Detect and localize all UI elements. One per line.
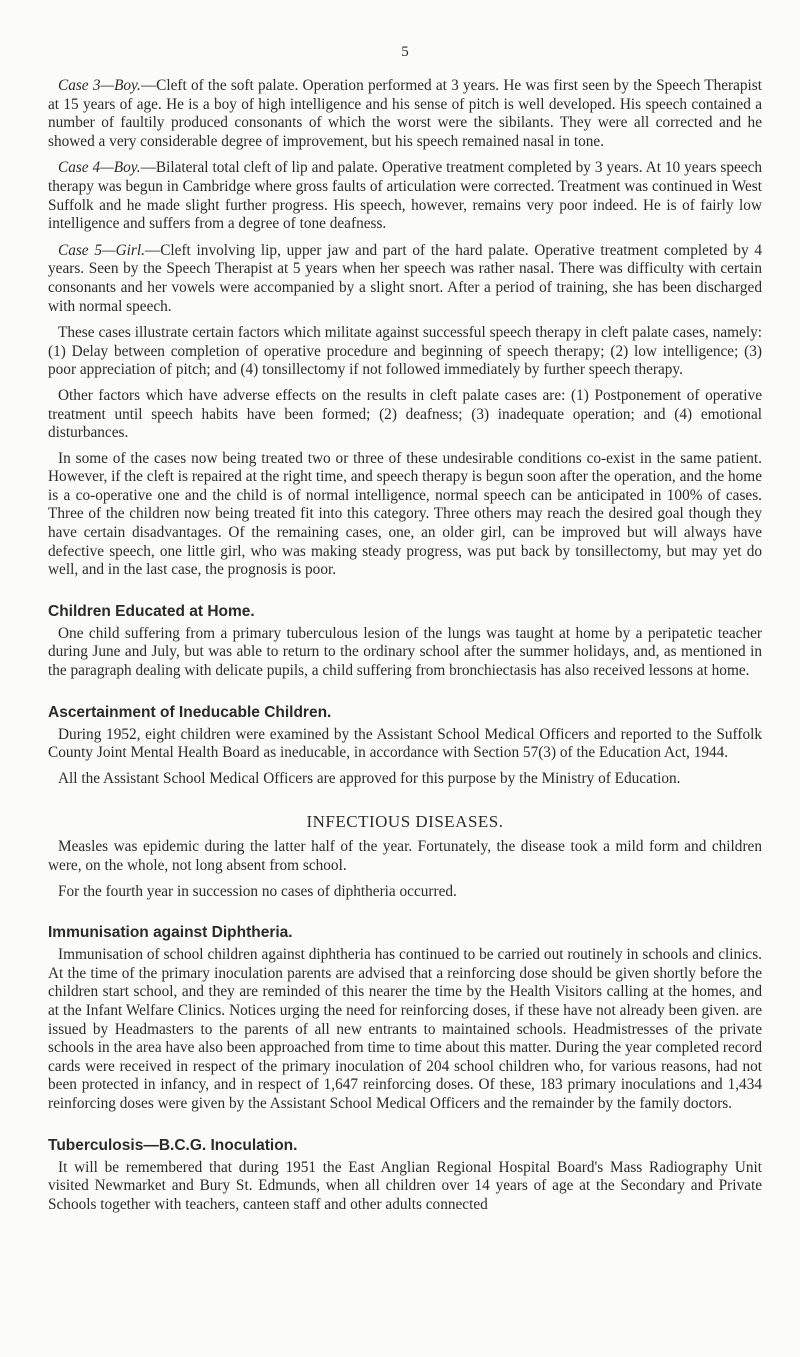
tuberculosis-paragraph: It will be remembered that during 1951 the East Anglian Regional Hospital Board's Mass Radiography Unit visited Newmarket and Bury St. Edmunds, when all children over 14 years of age at the Secondary and Private Schools together with teachers, canteen staff and other adults connected	[48, 1158, 762, 1213]
coexist-paragraph: In some of the cases now being treated two or three of these undesirable conditions co-exist in the same patient. However, if the cleft is repaired at the right time, and speech therapy is begun soon after the operation, and the home is a co-operative one and the child is of normal intelligence, normal speech can be anticipated in 100% of cases. Three of the children now being treated fit into this category. Three others may reach the desired goal though they have certain disadvantages. Of the remaining cases, one, an older girl, can be improved but will always have defective speech, one little girl, who was making steady progress, was put back by tonsillectomy, but may yet do well, and in the last case, the prognosis is poor.	[48, 449, 762, 579]
case-5-label: Case 5—Girl.	[58, 241, 145, 259]
tuberculosis-heading: Tuberculosis—B.C.G. Inoculation.	[48, 1136, 298, 1154]
ineducable-paragraph-2: All the Assistant School Medical Officers are approved for this purpose by the Ministry of Education.	[58, 769, 681, 787]
infectious-paragraph-2: For the fourth year in succession no cases of diphtheria occurred.	[58, 882, 457, 900]
case-3-text: —Cleft of the soft palate. Operation performed at 3 years. He was first seen by the Speech Therapist at 15 years of age. He is a boy of high intelligence and his sense of pitch is well developed. His speech contained a number of faultily produced consonants of which the worst were the sibilants. They were all corrected and he showed a very considerable degree of improvement, but his speech remained nasal in tone.	[48, 77, 762, 150]
case-4-label: Case 4—Boy.	[58, 159, 141, 177]
case-4-paragraph	[48, 159, 762, 233]
factors-paragraph: These cases illustrate certain factors which militate against successful speech therapy in cleft palate cases, namely: (1) Delay between completion of operative procedure and beginning of speech therapy; (2) low intelligence; (3) poor appreciation of pitch; and (4) tonsillectomy if not followed immediately by further speech therapy.	[48, 324, 762, 379]
ineducable-paragraph-1: During 1952, eight children were examined by the Assistant School Medical Officers and reported to the Suffolk County Joint Mental Health Board as ineducable, in accordance with Section 57(3) of the Education Act, 1944.	[48, 725, 762, 762]
case-4-text: —Bilateral total cleft of lip and palate. Operative treatment completed by 3 years. At 10 years speech therapy was begun in Cambridge where gross faults of articulation were corrected. Treatment was continued in West Suffolk and he made slight further progress. His speech, however, remains very poor indeed. He is of fairly low intelligence and suffers from a degree of tone deafness.	[48, 159, 763, 233]
document-page	[48, 44, 762, 1221]
home-education-heading: Children Educated at Home.	[48, 602, 255, 620]
immunisation-heading: Immunisation against Diphtheria.	[48, 924, 293, 942]
case-5-paragraph	[48, 242, 762, 316]
case-5-text: —Cleft involving lip, upper jaw and part of the hard palate. Operative treatment completed by 4 years. Seen by the Speech Therapist at 5 years when her speech was rather nasal. There was difficulty with certain consonants and her vowels were accompanied by a slight snort. After a period of training, she has been discharged with normal speech.	[48, 241, 762, 315]
other-factors-paragraph: Other factors which have adverse effects on the results in cleft palate cases are: (1) Postponement of operative treatment until speech habits have been formed; (2) deafness; (3) inadequate operation; and (4) emotional disturbances.	[48, 386, 762, 442]
infectious-diseases-heading: INFECTIOUS DISEASES.	[306, 812, 504, 832]
ineducable-heading: Ascertainment of Ineducable Children.	[48, 703, 332, 721]
page-number: 5	[401, 44, 409, 60]
infectious-paragraph-1: Measles was epidemic during the latter half of the year. Fortunately, the disease took a mild form and children were, on the whole, not long absent from school.	[48, 838, 762, 874]
case-3-paragraph	[48, 77, 762, 151]
home-education-paragraph: One child suffering from a primary tuberculous lesion of the lungs was taught at home by a peripatetic teacher during June and July, but was able to return to the ordinary school after the summer holidays, and, as mentioned in the paragraph dealing with delicate pupils, a child suffering from bronchiectasis has also received lessons at home.	[48, 624, 762, 680]
immunisation-paragraph: Immunisation of school children against diphtheria has continued to be carried out routinely in schools and clinics. At the time of the primary inoculation parents are advised that a reinforcing dose should be given shortly before the children start school, and they are reminded of this nearer the time by the Health Visitors calling at the homes, and at the Infant Welfare Clinics. Notices urging the need for reinforcing doses, if these have not already been given. are issued by Headmasters to the parents of all new entrants to maintained schools. Headmistresses of the private schools in the area have also been approached from time to time about this matter. During the year completed record cards were received in respect of the primary inoculation of 204 school children who, for various reasons, had not been protected in infancy, and in respect of 1,647 reinforcing doses. Of these, 183 primary inoculations and 1,434 reinforcing doses were given by the Assistant School Medical Officers and the remainder by the family doctors.	[48, 946, 762, 1112]
case-3-label: Case 3—Boy.	[58, 77, 141, 94]
